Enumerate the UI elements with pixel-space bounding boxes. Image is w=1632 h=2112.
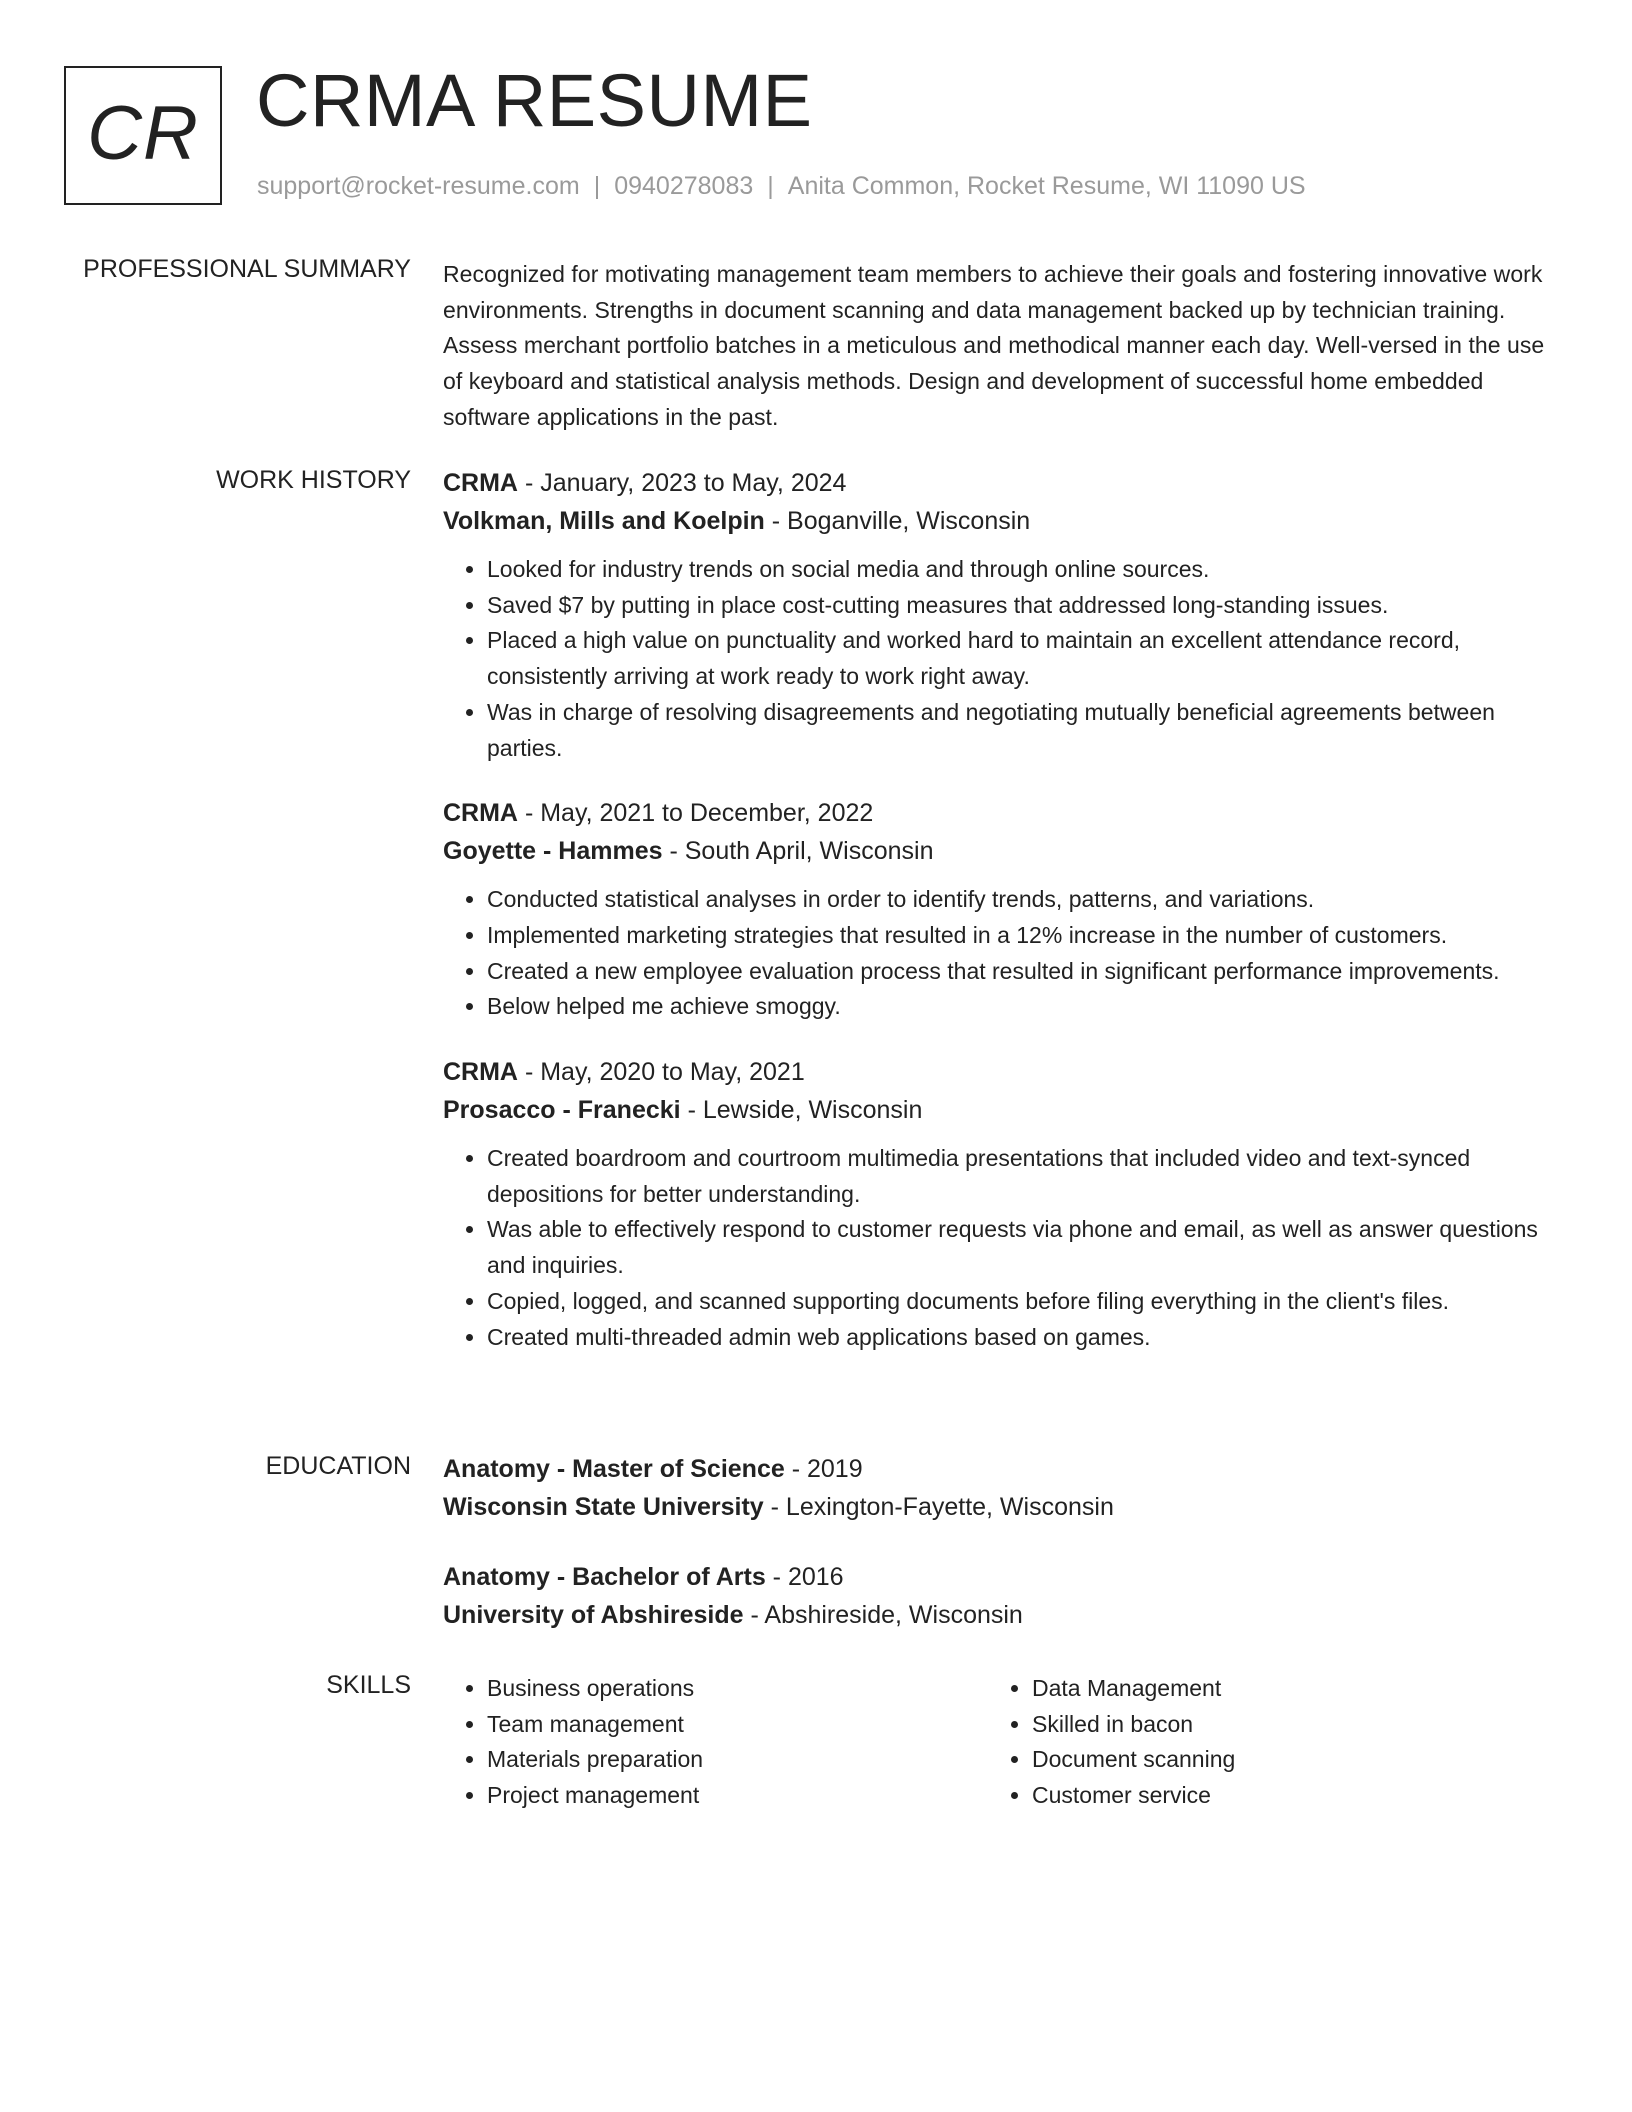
job-entry [443,464,1561,766]
monogram-logo [64,66,222,205]
degree-year: - 2019 [784,1455,863,1483]
section-label-education: EDUCATION [265,1452,411,1480]
job-company: Goyette - Hammes [443,837,663,866]
job-company: Prosacco - Franecki [443,1096,681,1125]
skill-item: • Project management [487,1778,988,1814]
job-location: - Boganville, Wisconsin [764,507,1031,535]
school-line [443,1596,1561,1634]
job-company-line [443,832,1561,870]
job-title-line [443,1053,1561,1091]
job-bullets [443,552,1561,766]
contact-address: Anita Common, Rocket Resume, WI 11090 US [787,172,1306,200]
job-location: - Lewside, Wisconsin [680,1096,923,1125]
job-bullet: • Placed a high value on punctuality and worked hard to maintain an excellent attendance record, consistently arriving at work ready to work right away. [487,623,1561,694]
degree: Anatomy - Master of Science [443,1455,785,1483]
skills-columns [443,1671,1561,1814]
contact-line [257,172,1306,201]
skill-item: • Materials preparation [487,1742,988,1778]
job-dates: - January, 2023 to May, 2024 [518,469,847,497]
skill-item: • Business operations [487,1671,988,1707]
monogram-text: CR [87,91,199,176]
school-location: - Lexington-Fayette, Wisconsin [763,1493,1114,1521]
job-bullet: • Looked for industry trends on social media and through online sources. [487,552,1561,588]
school-location: - Abshireside, Wisconsin [743,1601,1023,1629]
job-bullet: • Created boardroom and courtroom multimedia presentations that included video and text-synced depositions for better understanding. [487,1141,1561,1212]
job-bullet: • Conducted statistical analyses in order to identify trends, patterns, and variations. [487,882,1561,918]
job-dates: - May, 2021 to December, 2022 [518,799,874,828]
work-history-list [443,464,1561,1355]
skill-item: • Skilled in bacon [1032,1707,1533,1743]
job-bullet: • Was in charge of resolving disagreements and negotiating mutually beneficial agreements between parties. [487,695,1561,766]
job-title: CRMA [443,469,518,497]
school: Wisconsin State University [443,1493,764,1521]
skill-item: • Customer service [1032,1778,1533,1814]
job-company-line [443,1091,1561,1129]
job-entry [443,1053,1561,1355]
job-bullet: • Below helped me achieve smoggy. [487,989,1561,1025]
job-company: Volkman, Mills and Koelpin [443,507,765,535]
contact-separator: | [767,172,774,200]
summary-text: Recognized for motivating management team members to achieve their goals and fostering innovative work environments. Strengths in document scanning and data management backed up by technician training. Assess merchant portfolio batches in a meticulous and methodical manner each day. Well-versed in the use of keyboard and statistical analysis methods. Design and development of successful home embedded software applications in the past. [443,261,1545,430]
job-title-line [443,464,1561,502]
contact-phone[interactable]: 0940278083 [614,172,754,200]
resume-title: CRMA RESUME [256,59,813,142]
job-dates: - May, 2020 to May, 2021 [518,1058,805,1087]
job-title: CRMA [443,1058,518,1087]
job-location: - South April, Wisconsin [662,837,934,866]
job-bullet: • Saved $7 by putting in place cost-cutting measures that addressed long-standing issues. [487,588,1561,624]
education-entry [443,1558,1561,1634]
school-line [443,1488,1561,1526]
job-entry [443,794,1561,1025]
contact-email[interactable]: support@rocket-resume.com [257,172,580,200]
education-entry [443,1450,1561,1526]
job-bullet: • Implemented marketing strategies that resulted in a 12% increase in the number of customers. [487,918,1561,954]
job-bullet: • Created a new employee evaluation process that resulted in significant performance improvements. [487,954,1561,990]
degree-line [443,1558,1561,1596]
section-label-summary: PROFESSIONAL SUMMARY [83,255,411,283]
skill-item: • Team management [487,1707,988,1743]
contact-separator: | [593,172,601,200]
job-title-line [443,794,1561,832]
degree-year: - 2016 [765,1563,844,1591]
skills-column-right [988,1671,1533,1814]
skills-column-left [443,1671,988,1814]
skills-list [443,1671,988,1814]
section-label-work: WORK HISTORY [216,466,411,494]
job-bullet: • Created multi-threaded admin web applications based on games. [487,1320,1561,1356]
school: University of Abshireside [443,1601,744,1629]
job-bullets [443,1141,1561,1355]
skill-item: • Data Management [1032,1671,1533,1707]
section-label-skills: SKILLS [326,1671,411,1699]
job-bullets [443,882,1561,1025]
skill-item: • Document scanning [1032,1742,1533,1778]
skills-list [988,1671,1533,1814]
degree-line [443,1450,1561,1488]
degree: Anatomy - Bachelor of Arts [443,1563,766,1591]
job-company-line [443,502,1561,540]
job-title: CRMA [443,799,518,828]
job-bullet: • Copied, logged, and scanned supporting documents before filing everything in the client's files. [487,1284,1561,1320]
job-bullet: • Was able to effectively respond to customer requests via phone and email, as well as answer questions and inquiries. [487,1212,1561,1283]
